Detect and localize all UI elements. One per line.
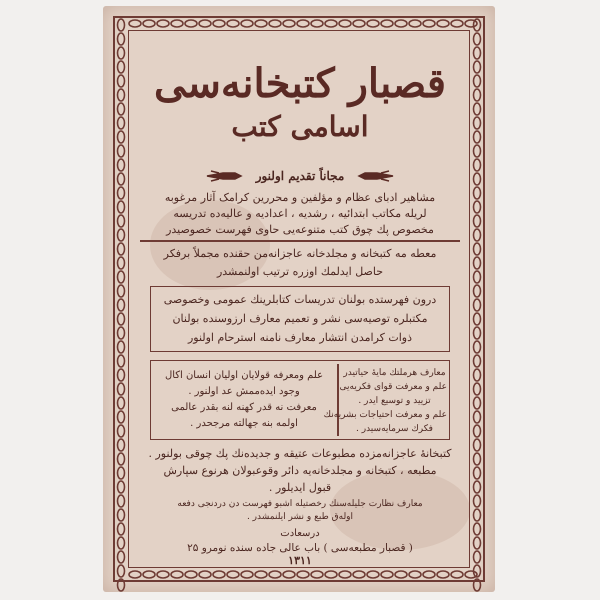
chain-link [118,369,125,381]
chain-link [118,453,125,465]
publication-year: ۱۳۱۱ [288,554,312,567]
bottom-line: مطبعه ، کتبخانه و مجلدخانه‌یه دائر وقوعبولان هرنوع سپارش [163,464,437,477]
printer-address: ( قصبار مطبعه‌سی ) باب عالی جاده سنده نومرو ۲۵ [187,542,413,554]
chain-link [474,523,481,535]
chain-link [381,20,393,27]
notice-line: مکتبلره توصیه‌سی نشر و تعمیم معارف ارزوسنده بولنان [172,312,428,325]
chain-link [474,341,481,353]
chain-link [118,131,125,143]
chain-link [118,439,125,451]
chain-link [474,439,481,451]
chain-link [474,89,481,101]
chain-link [474,243,481,255]
chain-link [367,20,379,27]
intro-line: مخصوص پك چوق کتب متنوعه‌یی حاوی فهرست خصوصیدر [166,223,434,236]
quote-line-right: معارف هرملتك مایهٔ حیاتیدر [343,368,446,378]
bottom-line: معارف نظارت جلیله‌سنك رخصتیله اشبو فهرست دن دردنجی دفعه [177,499,423,509]
chain-link [339,20,351,27]
chain-link [118,285,125,297]
chain-link [213,20,225,27]
free-distribution-note: مجاناً تقدیم اولنور [255,169,345,183]
chain-link [157,20,169,27]
chain-link [118,341,125,353]
chain-link [118,47,125,59]
chain-link [297,20,309,27]
chain-link [118,33,125,45]
bottom-line: اوله‌ق طبع و نشر ایلنمشدر . [246,512,354,522]
chain-link [325,20,337,27]
chain-link [474,355,481,367]
middle-line: حاصل ایدلمك اوزره ترتیب اولنمشدر [216,265,384,278]
catalog-subtitle: اسامی کتب [231,110,369,143]
chain-link [283,571,295,578]
chain-link [381,571,393,578]
chain-link [199,20,211,27]
chain-link [269,571,281,578]
chain-link [474,215,481,227]
chain-link [409,571,421,578]
chain-link [118,313,125,325]
chain-link [474,425,481,437]
chain-link [474,467,481,479]
chain-link [118,89,125,101]
chain-link [451,20,463,27]
chain-link [474,61,481,73]
chain-link [474,397,481,409]
chain-link [297,571,309,578]
chain-link [143,20,155,27]
chain-link [129,571,141,578]
chain-link [118,481,125,493]
chain-link [241,571,253,578]
chain-link [227,571,239,578]
chain-link [118,19,125,31]
chain-link [423,20,435,27]
chain-link [118,103,125,115]
chain-link [118,537,125,549]
chain-link [118,355,125,367]
quote-line-left: اولمه بنه جهالته مرجحدر . [190,418,298,429]
chain-link [474,383,481,395]
chain-link [339,571,351,578]
chain-link [474,33,481,45]
chain-link [395,20,407,27]
chain-link [118,201,125,213]
chain-link [118,75,125,87]
chain-link [474,257,481,269]
chain-link [451,571,463,578]
chain-link [437,571,449,578]
quote-line-left: وجود ایده‌ممش عد اولنور . [188,386,300,397]
chain-border-left [114,18,128,580]
chain-link [118,425,125,437]
chain-link [474,453,481,465]
chain-link [118,173,125,185]
chain-link [474,481,481,493]
chain-link [474,131,481,143]
divider [140,240,460,242]
chain-link [118,145,125,157]
chain-link [199,571,211,578]
quote-line-right: تزیید و توسیع ایدر . [358,396,431,406]
chain-border-right [470,18,484,580]
chain-link [474,159,481,171]
chain-link [118,243,125,255]
chain-link [367,571,379,578]
chain-link [474,285,481,297]
chain-link [157,571,169,578]
quote-line-left: علم ومعرفه قولایان اولیان انسان اکال [164,370,324,381]
chain-link [118,523,125,535]
notice-line: ذوات کرامدن انتشار معارف نامنه استرحام اولنور [187,331,413,344]
quote-line-right: فکرك سرمایه‌سیدر . [356,424,433,434]
intro-line: مشاهیر ادبای عظام و مؤلفین و محررین کرامک آثار مرغوبه [164,191,436,204]
chain-link [395,571,407,578]
chain-link [118,467,125,479]
chain-link [241,20,253,27]
chain-link [171,20,183,27]
chain-link [118,411,125,423]
chain-link [118,271,125,283]
chain-link [474,313,481,325]
chain-link [227,20,239,27]
intro-line: لریله مکاتب ابتدائیه ، رشدیه ، اعدادیه و عالیه‌ده تدریسه [173,207,427,220]
chain-link [474,411,481,423]
chain-link [129,20,141,27]
chain-link [118,159,125,171]
notice-line: درون فهرستده بولنان تدریسات کتابلرینك عمومی وخصوصی [163,293,437,306]
chain-link [118,327,125,339]
chain-link [474,327,481,339]
chain-link [474,229,481,241]
chain-link [474,551,481,563]
chain-link [474,117,481,129]
chain-link [118,299,125,311]
chain-link [474,47,481,59]
chain-link [269,20,281,27]
chain-link [311,571,323,578]
chain-link [474,537,481,549]
chain-link [409,20,421,27]
chain-link [118,551,125,563]
column-divider [337,364,339,436]
chain-link [474,103,481,115]
chain-link [118,565,125,577]
chain-link [118,257,125,269]
chain-link [311,20,323,27]
chain-link [213,571,225,578]
chain-link [171,571,183,578]
chain-link [118,61,125,73]
bottom-line: کتبخانه‌ٔ عاجزانه‌مزده مطبوعات عتیقه و جدیده‌نك پك چوقی بولنور . [148,447,452,460]
chain-link [185,571,197,578]
quote-line-right: علم و معرفت احتیاجات بشریه‌نك [323,410,447,420]
chain-link [353,20,365,27]
chain-link [423,571,435,578]
chain-link [255,571,267,578]
chain-link [143,571,155,578]
chain-link [118,383,125,395]
chain-link [118,397,125,409]
chain-link [118,117,125,129]
chain-link [474,145,481,157]
middle-line: معطه مه کتبخانه و مجلدخانه عاجزانه‌من حقنده مجملاً برفکر [163,247,437,260]
chain-link [474,187,481,199]
chain-link [474,299,481,311]
chain-link [118,229,125,241]
chain-link [185,20,197,27]
chain-link [118,509,125,521]
chain-link [474,201,481,213]
chain-link [118,215,125,227]
quote-line-right: علم و معرفت قوای فکریه‌یی [339,382,447,392]
pointing-hand-icon [357,168,395,184]
chain-link [255,20,267,27]
chain-border-top [128,17,470,30]
chain-link [474,173,481,185]
chain-link [325,571,337,578]
catalog-title: قصبار کتبخانه‌سی [154,60,446,107]
chain-link [437,20,449,27]
chain-link [353,571,365,578]
chain-link [118,187,125,199]
chain-link [283,20,295,27]
chain-link [474,495,481,507]
chain-link [474,509,481,521]
pointing-hand-icon [205,168,243,184]
chain-link [474,75,481,87]
chain-link [474,271,481,283]
chain-border-bottom [128,568,470,581]
place-name: درسعادت [280,528,320,539]
chain-link [474,369,481,381]
quote-line-left: معرفت نه قدر کهنه لنه بقدر عالمی [171,402,317,413]
chain-link [118,495,125,507]
bottom-line: قبول ایدیلور . [268,481,332,494]
